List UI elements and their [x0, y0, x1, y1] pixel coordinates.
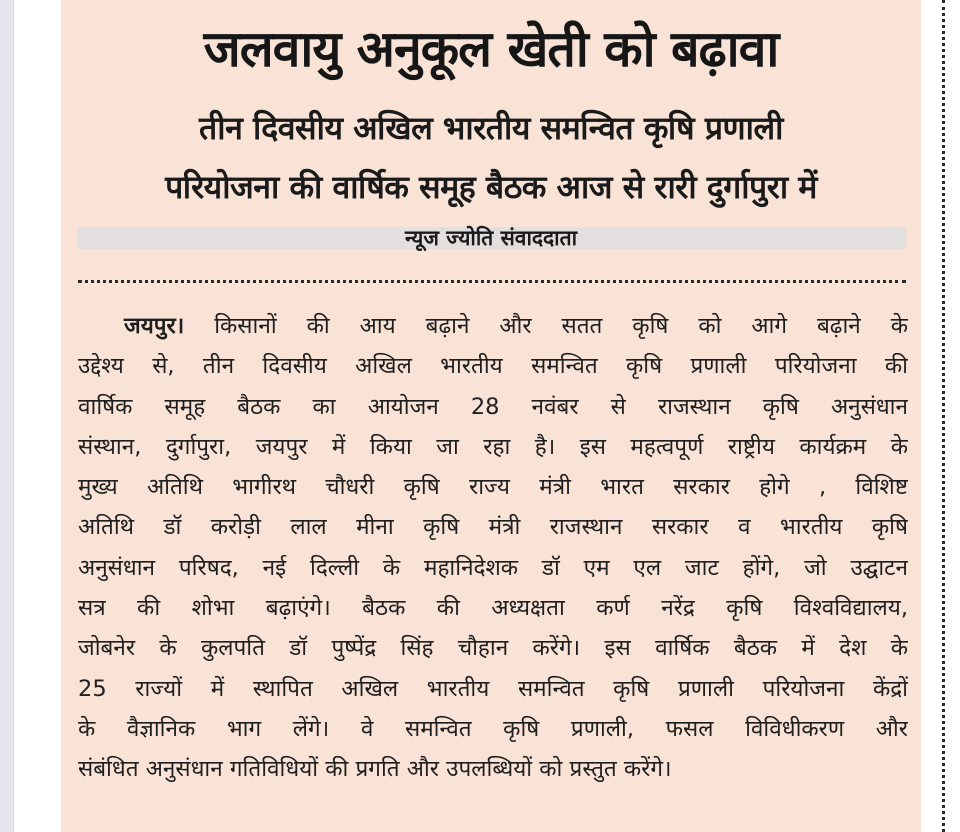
body-line: वार्षिक समूह बैठक का आयोजन 28 नवंबर से राजस्थान कृषि अनुसंधान: [78, 393, 908, 420]
body-line: [78, 306, 908, 346]
body-line: अनुसंधान परिषद, नई दिल्ली के महानिदेशक डॉ एम एल जाट होंगे, जो उद्घाटन: [78, 554, 908, 581]
body-line: संबंधित अनुसंधान गतिविधियों की प्रगति और उपलब्धियों को प्रस्तुत करेंगे।: [78, 756, 672, 783]
body-line: संस्थान, दुर्गापुरा, जयपुर में किया जा रहा है। इस महत्वपूर्ण राष्ट्रीय कार्यक्रम के: [78, 433, 908, 460]
body-line: उद्देश्य से, तीन दिवसीय अखिल भारतीय समन्वित कृषि प्रणाली परियोजना की: [78, 353, 908, 380]
dotted-divider: [78, 280, 906, 283]
dateline: जयपुर।: [124, 313, 185, 339]
subheadline-line-2: परियोजना की वार्षिक समूह बैठक आज से रारी दुर्गापुरा में: [165, 168, 817, 206]
body-text: किसानों की आय बढ़ाने और सतत कृषि को आगे बढ़ाने के: [214, 313, 908, 339]
body-line: 25 राज्यों में स्थापित अखिल भारतीय समन्वित कृषि प्रणाली परियोजना केंद्रों: [78, 675, 908, 702]
news-article: [61, 0, 921, 832]
body-line: जोबनेर के कुलपति डॉ पुष्पेंद्र सिंह चौहान करेंगे। इस वार्षिक बैठक में देश के: [78, 635, 908, 662]
body-line: के वैज्ञानिक भाग लेंगे। वे समन्वित कृषि प्रणाली, फसल विविधीकरण और: [78, 715, 908, 742]
byline: न्यूज ज्योति संवाददाता: [404, 226, 578, 250]
body-line: सत्र की शोभा बढ़ाएंगे। बैठक की अध्यक्षता कर्ण नरेंद्र कृषि विश्वविद्यालय,: [78, 595, 908, 622]
article-body: [78, 306, 908, 790]
headline: जलवायु अनुकूल खेती को बढ़ावा: [203, 20, 779, 78]
body-line: मुख्य अतिथि भागीरथ चौधरी कृषि राज्य मंत्री भारत सरकार होगे , विशिष्ट: [78, 474, 908, 501]
left-gutter: [0, 0, 14, 832]
body-line: अतिथि डॉ करोड़ी लाल मीना कृषि मंत्री राजस्थान सरकार व भारतीय कृषि: [78, 514, 908, 541]
subheadline-line-1: तीन दिवसीय अखिल भारतीय समन्वित कृषि प्रणाली: [199, 109, 783, 147]
column-divider: [942, 0, 945, 832]
